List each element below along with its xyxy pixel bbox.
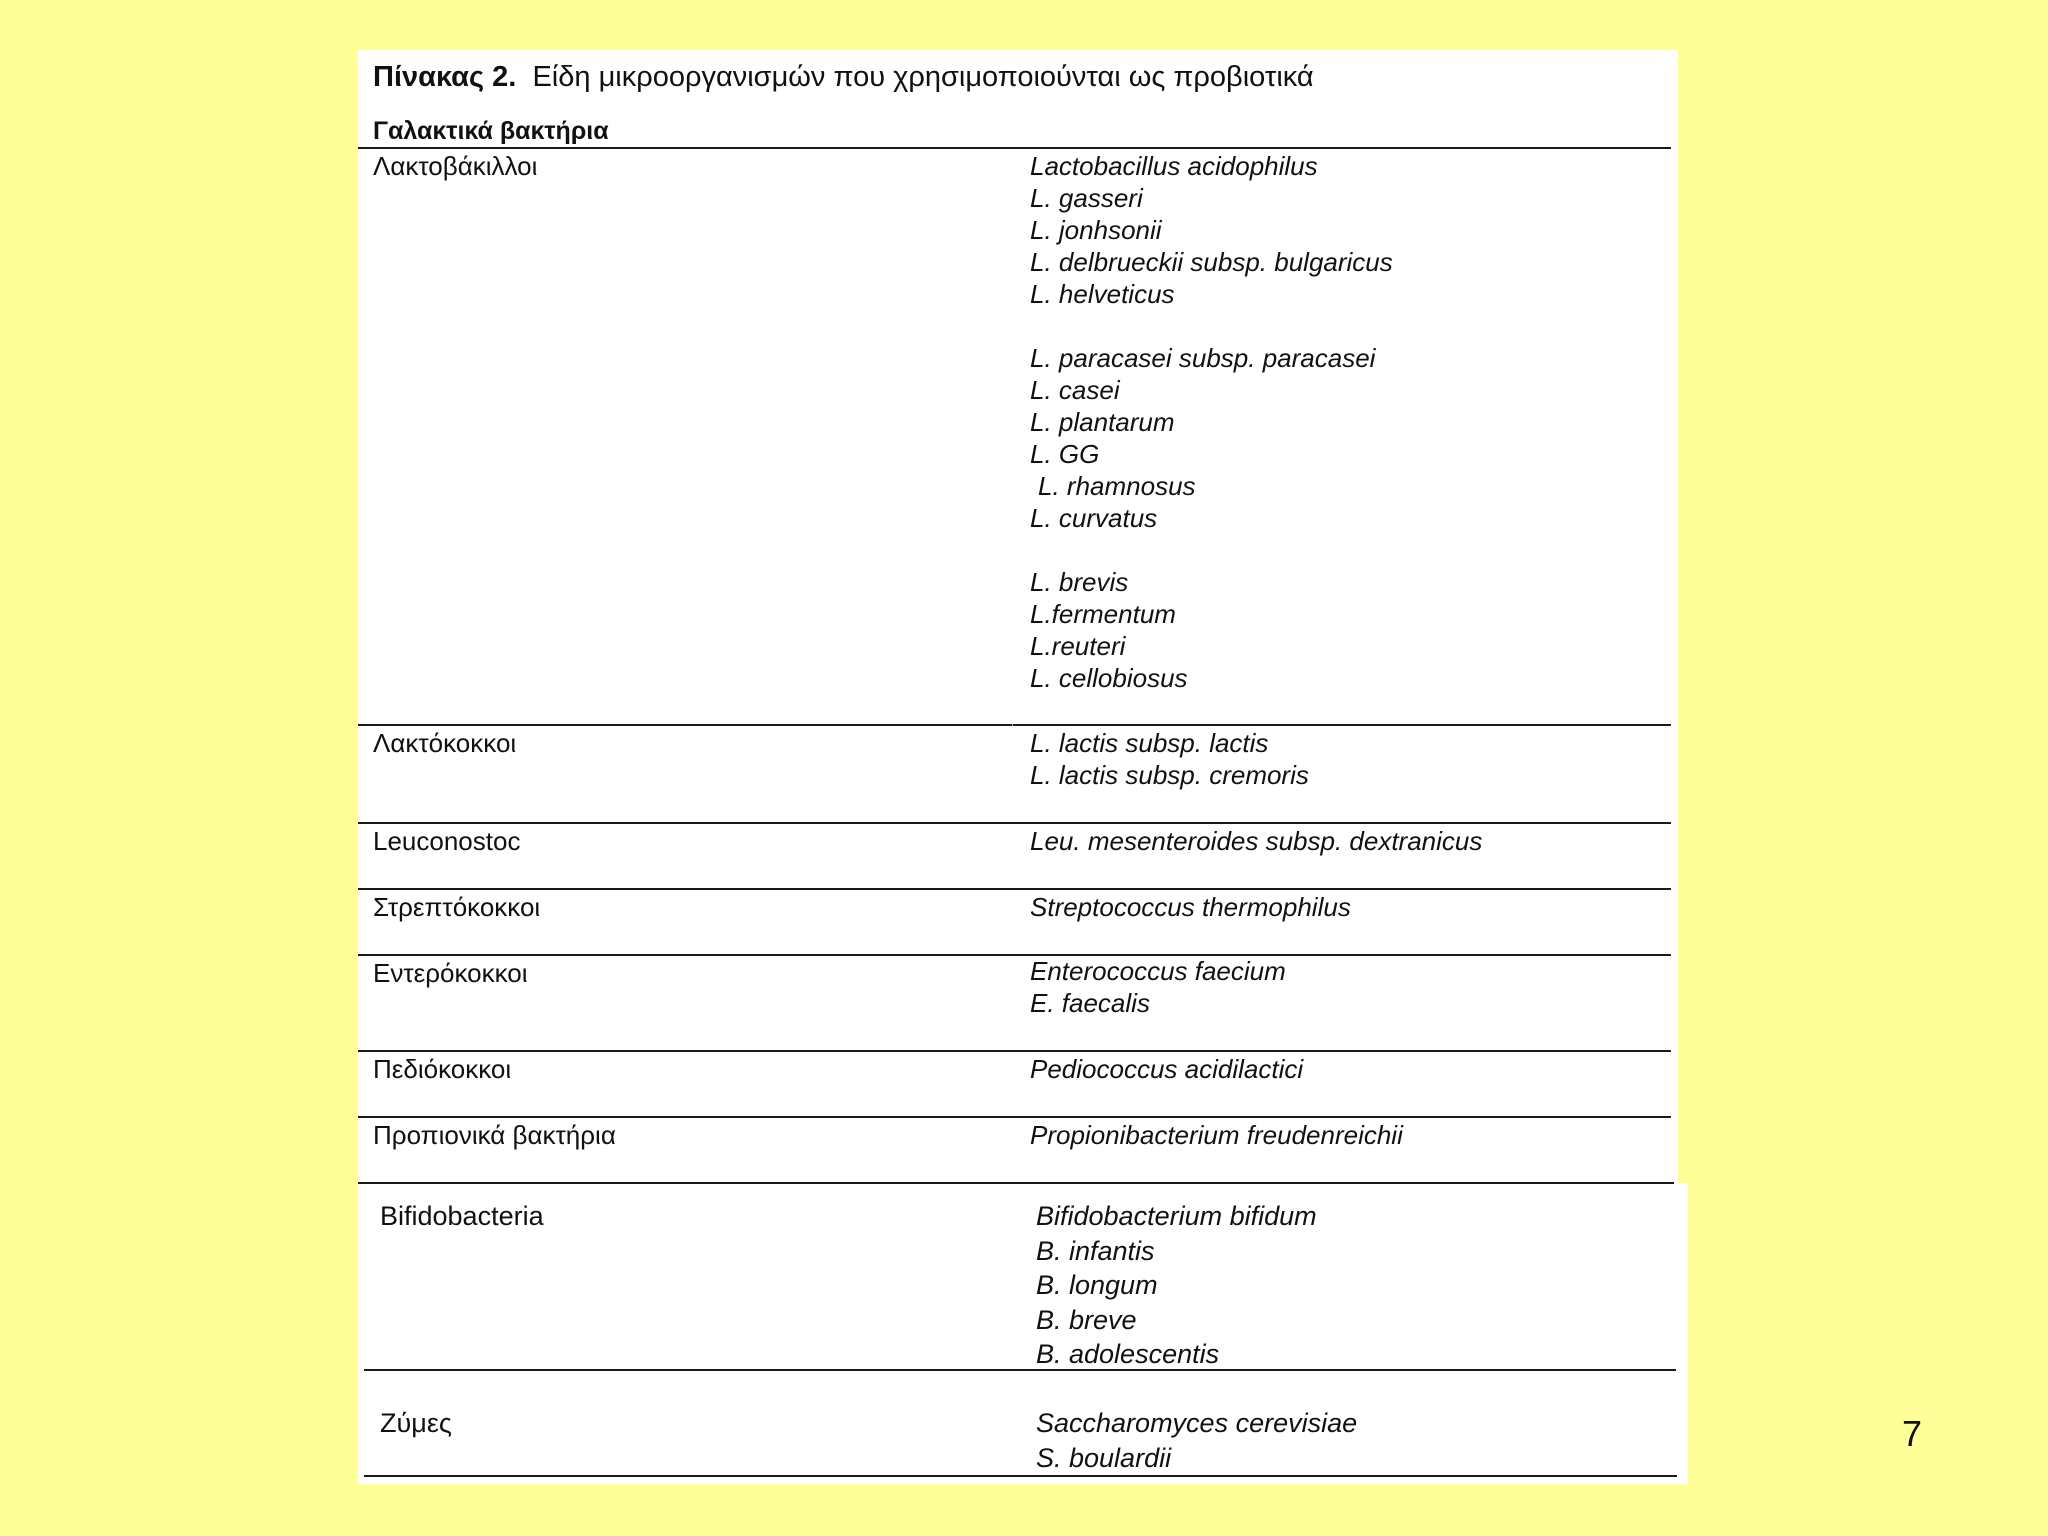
category-streptococci: Στρεπτόκοκκοι (373, 892, 541, 922)
category-yeasts: Ζύμες (380, 1408, 452, 1438)
species-name: L. helveticus (1030, 279, 1175, 309)
table-rule (358, 147, 1671, 149)
species-list-propionibacteria (1030, 1119, 1403, 1151)
table-rule (358, 1116, 1671, 1118)
species-name: E. faecalis (1030, 988, 1150, 1018)
species-list-enterococci (1030, 955, 1286, 1019)
species-name: L. rhamnosus (1038, 471, 1196, 501)
species-name: Bifidobacterium bifidum (1036, 1201, 1317, 1231)
table-rule (364, 1369, 1676, 1371)
species-list-bifidobacteria (1036, 1199, 1317, 1372)
species-name: Propionibacterium freudenreichii (1030, 1120, 1403, 1150)
category-enterococci: Εντερόκοκκοι (373, 958, 528, 988)
species-name: L. plantarum (1030, 407, 1175, 437)
species-name: B. adolescentis (1036, 1339, 1220, 1369)
species-list-streptococci (1030, 891, 1351, 923)
species-list-yeasts (1036, 1406, 1357, 1475)
species-list-leuconostoc (1030, 825, 1482, 857)
species-name: Pediococcus acidilactici (1030, 1054, 1304, 1084)
species-name: L.reuteri (1030, 631, 1126, 661)
table-rule (358, 822, 1671, 824)
table-sheet-upper (358, 50, 1678, 1185)
table-rule (358, 954, 1671, 956)
table-title-label: Πίνακας 2. (373, 61, 517, 93)
group-heading: Γαλακτικά βακτήρια (373, 117, 609, 145)
species-name: Enterococcus faecium (1030, 956, 1286, 986)
table-rule (358, 724, 1671, 726)
species-name: L. lactis subsp. lactis (1030, 728, 1269, 758)
category-bifidobacteria: Bifidobacteria (380, 1201, 544, 1231)
species-spacer (1030, 310, 1393, 342)
category-lactococci: Λακτόκοκκοι (373, 728, 517, 758)
species-name: L. casei (1030, 375, 1120, 405)
category-leuconostoc: Leuconostoc (373, 826, 521, 856)
species-name: L. GG (1030, 439, 1100, 469)
category-pediococci: Πεδιόκοκκοι (373, 1054, 512, 1084)
table-sheet-lower (358, 1183, 1688, 1484)
table-rule (358, 888, 1671, 890)
species-spacer (1030, 534, 1393, 566)
species-name: Saccharomyces cerevisiae (1036, 1408, 1358, 1438)
species-name: L. lactis subsp. cremoris (1030, 760, 1309, 790)
species-list-lactobacilli (1030, 150, 1393, 694)
category-propionibacteria: Προπιονικά βακτήρια (373, 1120, 616, 1150)
species-list-pediococci (1030, 1053, 1303, 1085)
species-name: B. longum (1036, 1270, 1158, 1300)
species-list-lactococci (1030, 727, 1309, 791)
species-name: Leu. mesenteroides subsp. dextranicus (1030, 826, 1483, 856)
species-name: B. infantis (1036, 1235, 1155, 1266)
species-name: L. paracasei subsp. paracasei (1030, 343, 1376, 373)
species-name: L. brevis (1030, 567, 1129, 597)
species-name: B. breve (1036, 1304, 1137, 1335)
page-number: 7 (1902, 1413, 1923, 1454)
table-title (373, 58, 1314, 96)
species-name: Lactobacillus acidophilus (1030, 151, 1318, 181)
species-name: L.fermentum (1030, 599, 1176, 629)
species-name: L. delbrueckii subsp. bulgaricus (1030, 247, 1393, 277)
species-name: Streptococcus thermophilus (1030, 892, 1351, 922)
table-rule (364, 1475, 1677, 1477)
species-name: L. curvatus (1030, 503, 1158, 533)
species-name: S. boulardii (1036, 1442, 1172, 1473)
species-name: L. jonhsonii (1030, 215, 1162, 245)
species-name: L. gasseri (1030, 183, 1143, 213)
category-lactobacilli: Λακτοβάκιλλοι (373, 151, 538, 181)
species-name: L. cellobiosus (1030, 663, 1188, 693)
column-divider (1012, 724, 1013, 726)
table-rule (358, 1050, 1671, 1052)
table-title-text: Είδη μικροοργανισμών που χρησιμοποιούνται ως προβιοτικά (532, 61, 1314, 93)
table-rule (358, 1182, 1674, 1184)
